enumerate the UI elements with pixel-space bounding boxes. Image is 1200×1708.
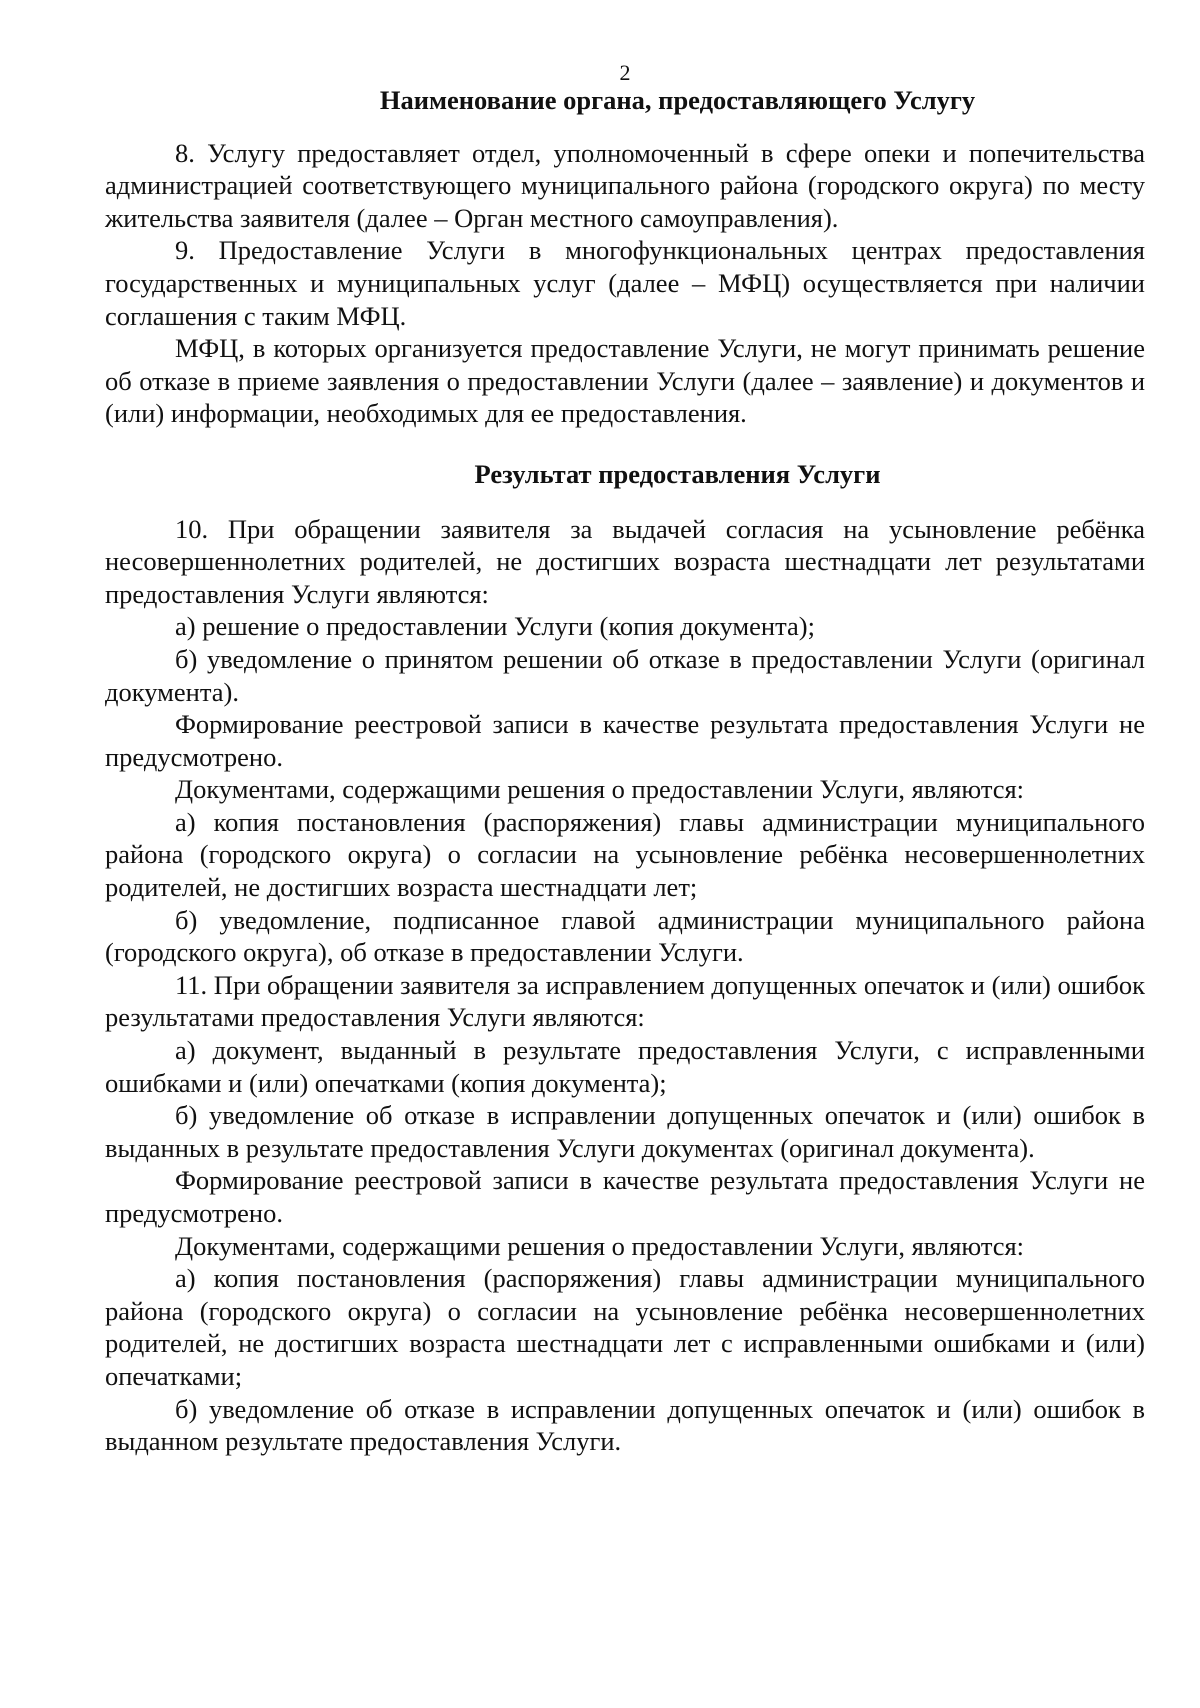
section-heading-authority: Наименование органа, предоставляющего Услугу <box>379 85 976 115</box>
paragraph-10: 10. При обращении заявителя за выдачей согласия на усыновление ребёнка несовершеннолетних родителей, не достигших возраста шестнадцати лет результатами предоставления Услуги являются: <box>105 513 1145 609</box>
paragraph-documents-1-a: а) копия постановления (распоряжения) главы администрации муниципального района (городского округа) о согласии на усыновление ребёнка несовершеннолетних родителей, не достигших возраста шестнадцати лет; <box>105 806 1145 903</box>
paragraph-documents-2-a: а) копия постановления (распоряжения) главы администрации муниципального района (городского округа) о согласии на усыновление ребёнка несовершеннолетних родителей, не достигших возраста шестнадцати лет с исправленными ошибками и (или) опечатками; <box>105 1263 1145 1391</box>
paragraph-9: 9. Предоставление Услуги в многофункциональных центрах предоставления государственных и муниципальных услуг (далее – МФЦ) осуществляется при наличии соглашения с таким МФЦ. <box>105 235 1145 331</box>
section-heading-result: Результат предоставления Услуги <box>474 458 881 489</box>
paragraph-8: 8. Услугу предоставляет отдел, уполномоченный в сфере опеки и попечительства администрацией соответствующего муниципального района (городского округа) по месту жительства заявителя (далее – Орган местного самоуправления). <box>105 137 1145 233</box>
paragraph-11-a: а) документ, выданный в результате предоставления Услуги, с исправленными ошибками и (или) опечатками (копия документа); <box>105 1035 1145 1098</box>
paragraph-registry-2: Формирование реестровой записи в качестве результата предоставления Услуги не предусмотрено. <box>105 1165 1145 1228</box>
document-body <box>105 84 1145 1458</box>
paragraph-documents-1: Документами, содержащими решения о предоставлении Услуги, являются: <box>175 774 1025 805</box>
paragraph-10-a: а) решение о предоставлении Услуги (копия документа); <box>175 611 815 642</box>
paragraph-mfc: МФЦ, в которых организуется предоставление Услуги, не могут принимать решение об отказе в приеме заявления о предоставлении Услуги (далее – заявление) и документов и (или) информации, необходимых для ее предоставления. <box>105 333 1145 429</box>
paragraph-documents-2-b: б) уведомление об отказе в исправлении допущенных опечаток и (или) ошибок в выданном результате предоставления Услуги. <box>105 1393 1145 1457</box>
paragraph-registry-1: Формирование реестровой записи в качестве результата предоставления Услуги не предусмотрено. <box>105 709 1145 772</box>
page-number: 2 <box>619 60 631 85</box>
paragraph-documents-2: Документами, содержащими решения о предоставлении Услуги, являются: <box>175 1230 1025 1261</box>
paragraph-11-b: б) уведомление об отказе в исправлении допущенных опечаток и (или) ошибок в выданных в результате предоставления Услуги документах (оригинал документа). <box>105 1100 1145 1163</box>
paragraph-10-b: б) уведомление о принятом решении об отказе в предоставлении Услуги (оригинал документа). <box>105 643 1145 707</box>
paragraph-documents-1-b: б) уведомление, подписанное главой администрации муниципального района (городского округа), об отказе в предоставлении Услуги. <box>105 904 1145 968</box>
paragraph-11: 11. При обращении заявителя за исправлением допущенных опечаток и (или) ошибок результатами предоставления Услуги являются: <box>105 969 1145 1033</box>
